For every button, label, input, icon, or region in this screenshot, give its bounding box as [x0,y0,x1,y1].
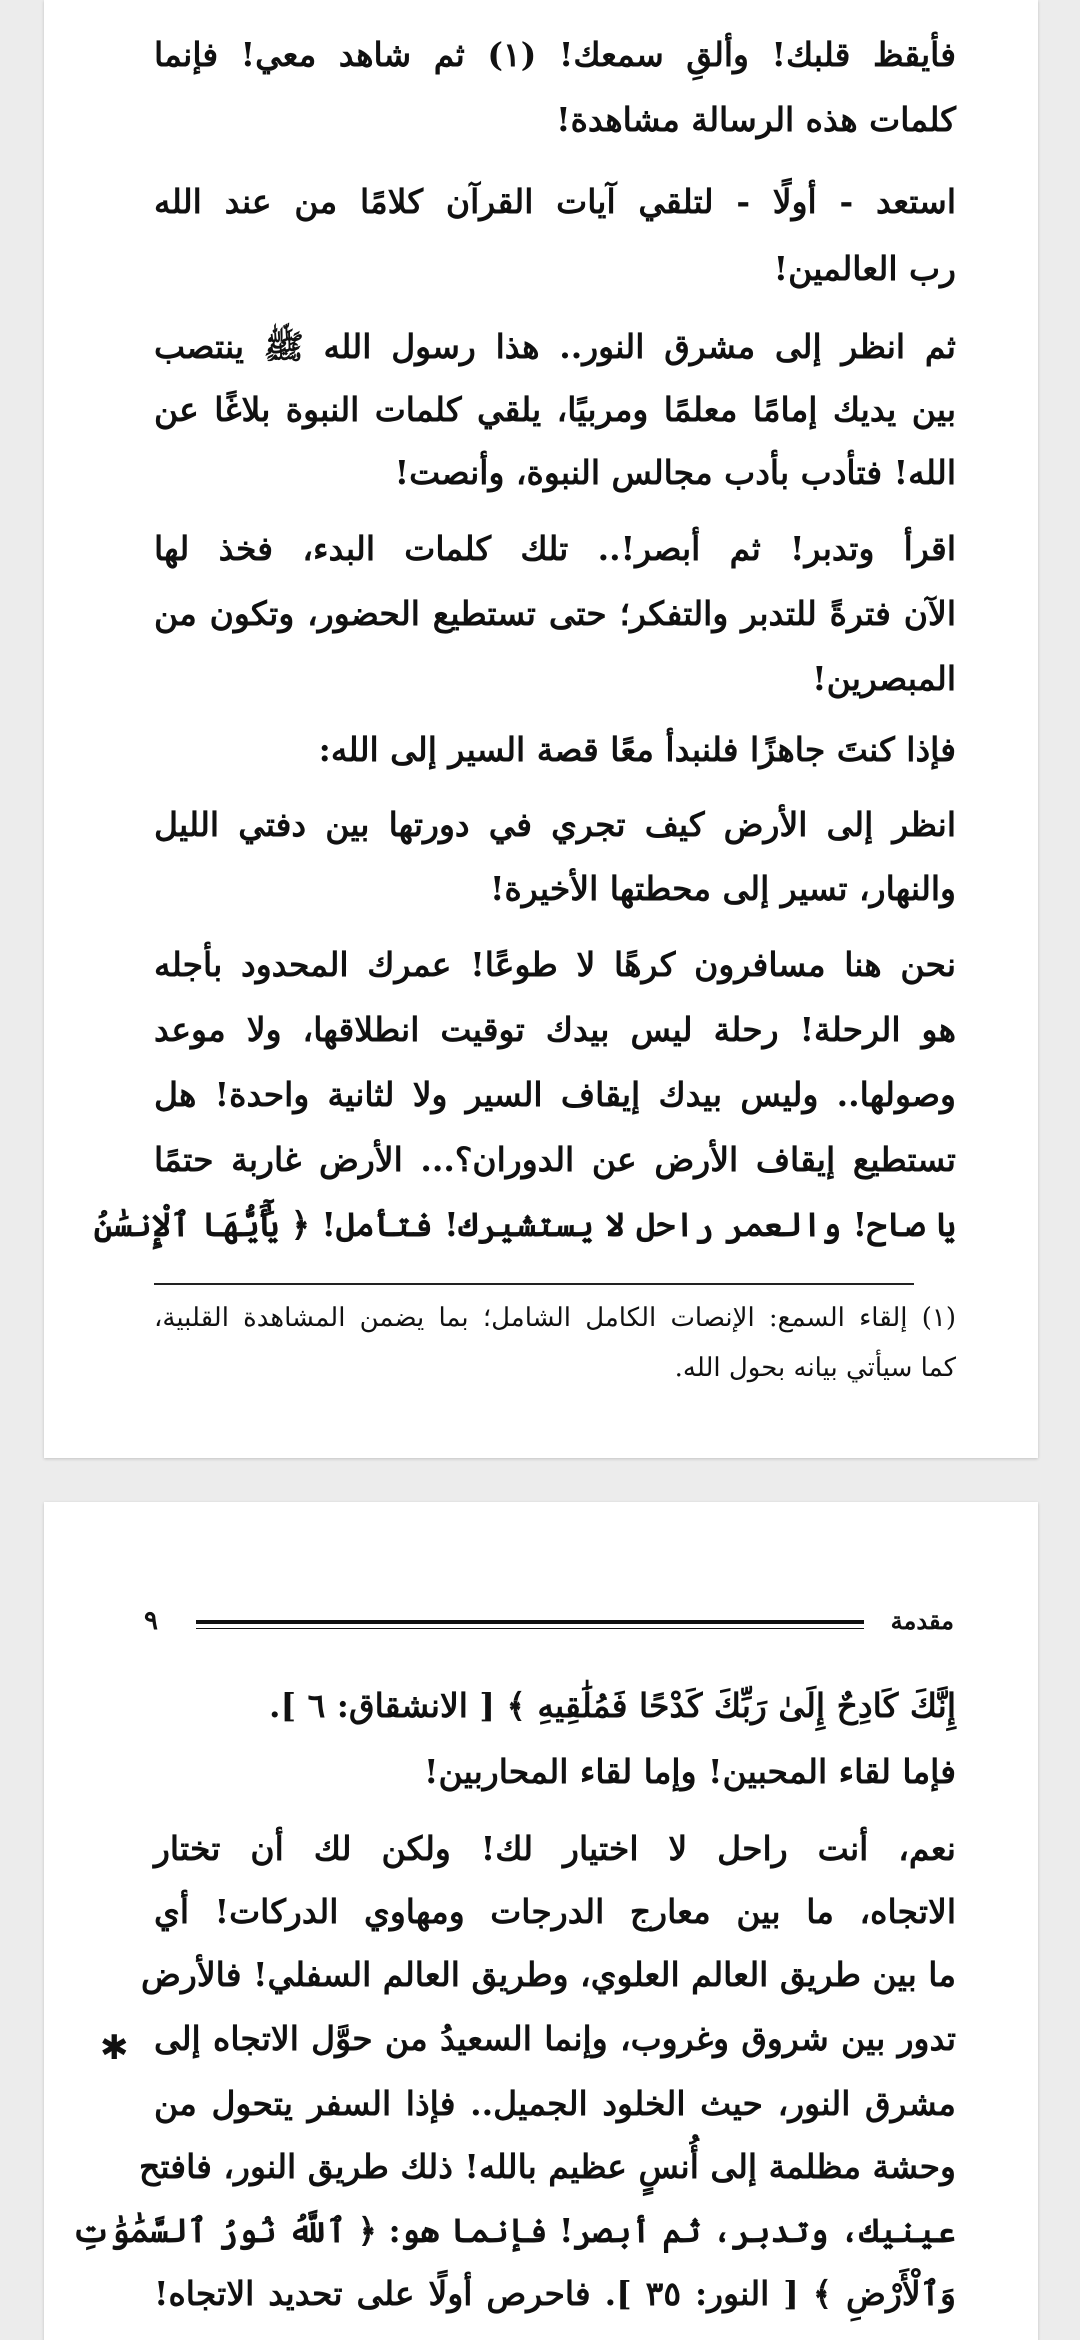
text-line: هو الرحلة! رحلة ليس بيدك توقيت انطلاقها، ولا موعد [154,1010,956,1049]
text-line: الآن فترةً للتدبر والتفكر؛ حتى تستطيع الحضور، وتكون من [154,594,956,633]
text-line: استعد - أولًا - لتلقي آيات القرآن كلامًا من عند الله [154,182,956,221]
text-line: كلمات هذه الرسالة مشاهدة! [556,100,956,139]
margin-star-icon: ✱ [100,2028,129,2068]
text-line: اقرأ وتدبر! ثم أبصر!.. تلك كلمات البدء، فخذ لها [154,529,956,568]
text-line: وصولها.. وليس بيدك إيقاف السير ولا لثانية واحدة! هل [154,1075,956,1114]
text-line: انظر إلى الأرض كيف تجري في دورتها بين دفتي الليل [154,805,956,844]
section-title: مقدمة [890,1606,954,1635]
text-line: بين يديك إمامًا معلمًا ومربيًا، يلقي كلمات النبوة بلاغًا عن [154,390,956,429]
text-line: الله! فتأدب بأدب مجالس النبوة، وأنصت! [394,453,956,492]
text-line: والنهار، تسير إلى محطتها الأخيرة! [489,869,956,908]
text-line: ما بين طريق العالم العلوي، وطريق العالم السفلي! فالأرض [141,1955,956,1994]
text-line: إِنَّكَ كَادِحٌ إِلَىٰ رَبِّكَ كَدْحًا فَمُلَٰقِيهِ ﴾ [ الانشقاق: ٦ ]. [268,1686,956,1725]
text-line: مشرق النور، حيث الخلود الجميل.. فإذا السفر يتحول من [154,2084,956,2123]
footnote-line: كما سيأتي بيانه بحول الله. [674,1353,956,1383]
text-line: رب العالمين! [773,249,956,288]
text-line: فأيقظ قلبك! وألقِ سمعك! (١) ثم شاهد معي! فإنما [154,35,956,74]
book-page-2 [44,1502,1038,2340]
text-line: تستطيع إيقاف الأرض عن الدوران؟... الأرض غاربة حتمًا [154,1140,956,1179]
text-line: ثم انظر إلى مشرق النور.. هذا رسول الله ﷺ ينتصب [154,327,956,366]
text-line: المبصرين! [812,659,956,698]
book-page-1 [44,0,1038,1458]
text-line: نحن هنا مسافرون كرهًا لا طوعًا! عمرك المحدود بأجله [154,945,956,984]
page-number: ٩ [144,1606,158,1636]
footnote-line: (١) إلقاء السمع: الإنصات الكامل الشامل؛ بما يضمن المشاهدة القلبية، [154,1303,956,1333]
text-line: الاتجاه، ما بين معارج الدرجات ومهاوي الدركات! أي [154,1892,956,1931]
text-line: تدور بين شروق وغروب، وإنما السعيدُ من حوَّل الاتجاه إلى [154,2019,956,2058]
text-line: فإما لقاء المحبين! وإما لقاء المحاربين! [424,1752,956,1791]
text-line: وحشة مظلمة إلى أُنسٍ عظيم بالله! ذلك طريق النور، فافتح [139,2147,956,2186]
text-line: يا صاح! والعمر راحل لا يستشيرك! فتأمل! ﴿ يَٰٓأَيُّهَا ٱلْإِنسَٰنُ [93,1205,956,1244]
text-line: عينيك، وتدبر، ثم أبصر! فإنما هو: ﴿ ٱللَّهُ نُورُ ٱلسَّمَٰوَٰتِ [71,2211,956,2250]
text-line: وَٱلْأَرْضِ ﴾ [ النور: ٣٥ ]. فاحرص أولًا على تحديد الاتجاه! [154,2274,956,2313]
text-line: نعم، أنت راحل لا اختيار لك! ولكن لك أن تختار [154,1829,956,1868]
text-line: فإذا كنتَ جاهزًا فلنبدأ معًا قصة السير إلى الله: [318,730,956,769]
